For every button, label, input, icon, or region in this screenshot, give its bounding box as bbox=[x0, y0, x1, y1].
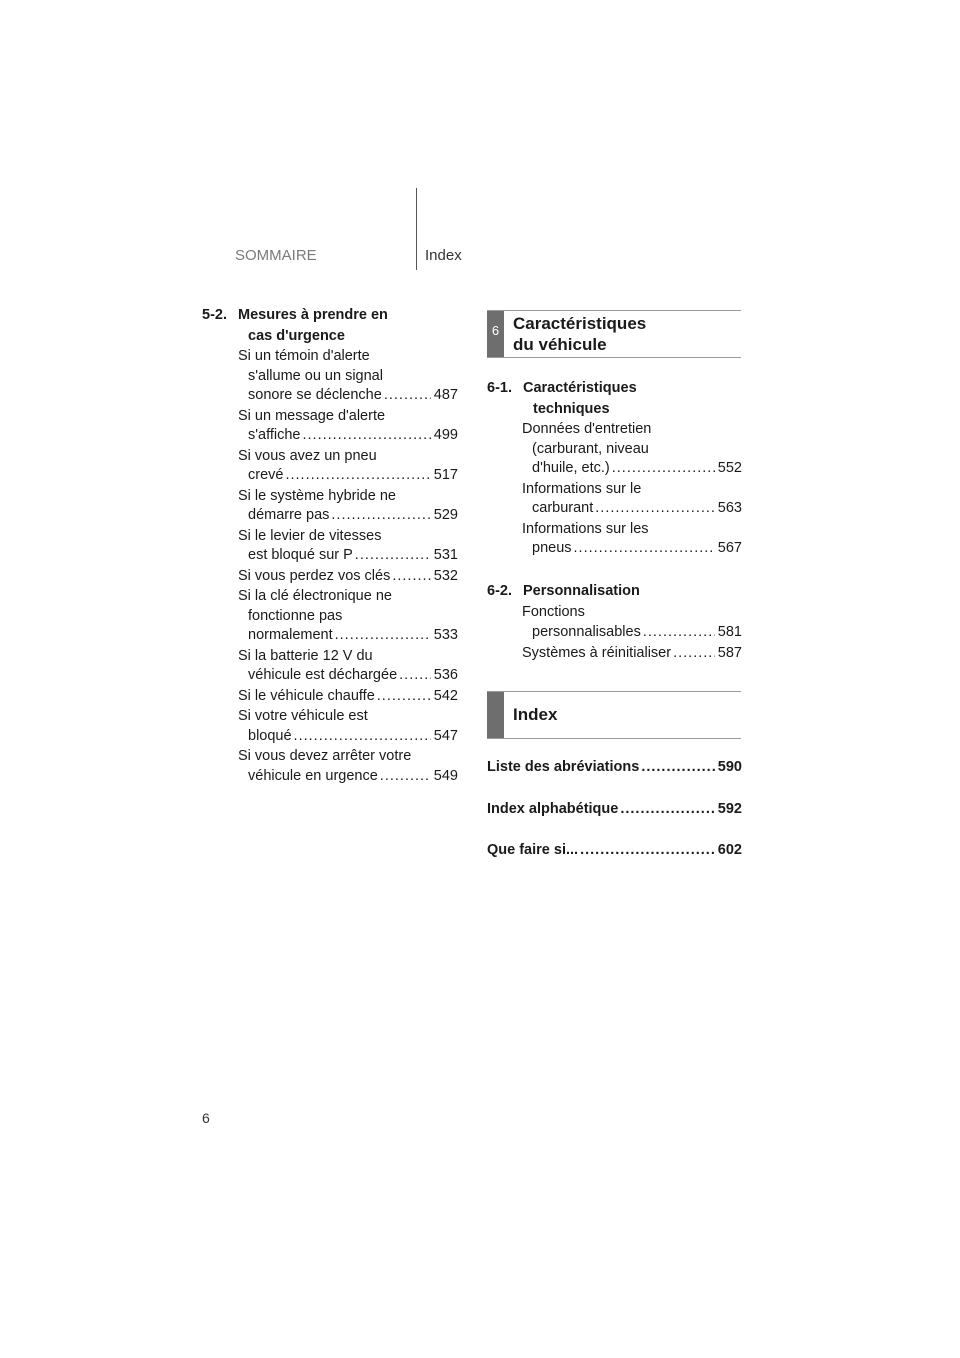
toc-entry[interactable] bbox=[238, 747, 458, 786]
toc-entry-text: Si le véhicule chauffe bbox=[238, 687, 375, 704]
dot-leader bbox=[392, 567, 430, 587]
section-title-line1: Caractéristiques bbox=[523, 380, 637, 396]
toc-page-number: 552 bbox=[717, 460, 742, 476]
toc-entry-text: Si la batterie 12 V du bbox=[238, 647, 373, 664]
section-heading-5-2 bbox=[202, 305, 462, 347]
toc-entry[interactable] bbox=[238, 707, 458, 746]
toc-page-number: 549 bbox=[433, 767, 458, 784]
toc-entry[interactable] bbox=[238, 407, 458, 446]
toc-entry-text: Si la clé électronique ne bbox=[238, 588, 392, 604]
toc-entry-text: Liste des abréviations bbox=[487, 759, 640, 775]
toc-entry-text: Si le système hybride ne bbox=[238, 487, 396, 504]
toc-entry-text: véhicule est déchargée bbox=[248, 667, 398, 683]
dot-leader bbox=[574, 539, 715, 559]
toc-entry-text: normalement bbox=[248, 627, 333, 643]
nav-index-link[interactable]: Index bbox=[425, 247, 462, 264]
dot-leader bbox=[377, 687, 431, 707]
section-heading-6-1 bbox=[487, 378, 747, 420]
toc-entry[interactable] bbox=[238, 567, 458, 587]
toc-entry-text: Si vous devez arrêter votre bbox=[238, 748, 412, 764]
toc-page-number: 536 bbox=[433, 667, 458, 683]
toc-entry-text: Si un témoin d'alerte bbox=[238, 348, 370, 364]
section-number: 6-2. bbox=[487, 583, 512, 599]
toc-entry[interactable] bbox=[238, 347, 458, 406]
toc-entry[interactable] bbox=[487, 758, 742, 778]
dot-leader bbox=[399, 666, 431, 686]
toc-entry-text: (carburant, niveau bbox=[532, 440, 649, 457]
toc-entry-text: bloqué bbox=[248, 727, 292, 744]
chapter-tab-number: 6 bbox=[491, 323, 500, 338]
toc-entry-text: Si vous avez un pneu bbox=[238, 447, 377, 464]
dot-leader bbox=[384, 386, 431, 406]
toc-entry-text: s'allume ou un signal bbox=[248, 367, 383, 384]
toc-entry-text: Fonctions bbox=[522, 604, 585, 620]
dot-leader bbox=[641, 758, 714, 778]
toc-page-number: 499 bbox=[433, 427, 458, 443]
section-title-line1: Mesures à prendre en bbox=[238, 307, 388, 323]
dot-leader bbox=[595, 499, 715, 519]
dot-leader bbox=[285, 466, 430, 486]
toc-entry-text: Informations sur les bbox=[522, 520, 649, 537]
toc-page-number: 547 bbox=[433, 727, 458, 744]
toc-entry[interactable] bbox=[238, 487, 458, 526]
toc-entry-text: Si votre véhicule est bbox=[238, 708, 368, 724]
toc-entry-text: crevé bbox=[248, 467, 284, 483]
section-title-line1: Personnalisation bbox=[523, 583, 640, 599]
toc-entry-text: Systèmes à réinitialiser bbox=[522, 645, 672, 661]
dot-leader bbox=[580, 841, 715, 861]
dot-leader bbox=[643, 623, 715, 643]
toc-page-number: 533 bbox=[433, 627, 458, 643]
toc-page-number: 567 bbox=[717, 540, 742, 556]
toc-page-number: 590 bbox=[717, 759, 742, 775]
chapter-title-line1: Caractéristiques bbox=[513, 314, 647, 333]
toc-page-number: 581 bbox=[717, 623, 742, 640]
dot-leader bbox=[620, 800, 714, 820]
toc-entry-text: Si le levier de vitesses bbox=[238, 527, 382, 544]
nav-sommaire-link[interactable]: SOMMAIRE bbox=[235, 247, 317, 264]
dot-leader bbox=[331, 506, 430, 526]
toc-entry-text: d'huile, etc.) bbox=[532, 460, 610, 476]
toc-page-number: 517 bbox=[433, 467, 458, 483]
section-number: 5-2. bbox=[202, 307, 227, 323]
toc-entry-text: fonctionne pas bbox=[248, 607, 343, 624]
toc-entry-text: est bloqué sur P bbox=[248, 547, 353, 563]
dot-leader bbox=[355, 546, 431, 566]
toc-entry-text: carburant bbox=[532, 500, 594, 516]
chapter-tab bbox=[487, 692, 504, 738]
toc-entry-text: Que faire si... bbox=[487, 842, 579, 858]
toc-entry[interactable] bbox=[487, 841, 742, 861]
dot-leader bbox=[294, 727, 431, 747]
toc-entry-text: démarre pas bbox=[248, 507, 330, 523]
toc-entry-text: sonore se déclenche bbox=[248, 387, 382, 403]
dot-leader bbox=[380, 767, 431, 787]
toc-page-number: 487 bbox=[433, 387, 458, 403]
toc-entry[interactable] bbox=[238, 647, 458, 686]
toc-page-number: 592 bbox=[717, 800, 742, 817]
toc-entry[interactable] bbox=[238, 687, 458, 707]
toc-entry-text: Si un message d'alerte bbox=[238, 407, 386, 424]
toc-entry[interactable] bbox=[522, 603, 742, 642]
toc-entry-text: Informations sur le bbox=[522, 480, 642, 497]
chapter-tab bbox=[487, 311, 504, 357]
section-heading-6-2 bbox=[487, 581, 747, 602]
toc-entry[interactable] bbox=[238, 527, 458, 566]
index-chapter-header[interactable] bbox=[487, 691, 741, 739]
index-chapter-title: Index bbox=[513, 705, 558, 724]
toc-entry[interactable] bbox=[522, 480, 742, 519]
page-number: 6 bbox=[202, 1110, 210, 1126]
dot-leader bbox=[335, 626, 431, 646]
toc-entry-text: s'affiche bbox=[248, 427, 301, 443]
chapter-title-line2: du véhicule bbox=[513, 335, 607, 354]
toc-entry[interactable] bbox=[238, 587, 458, 646]
toc-entry-text: personnalisables bbox=[532, 623, 641, 640]
toc-page-number: 587 bbox=[717, 645, 742, 661]
dot-leader bbox=[673, 644, 715, 664]
nav-divider bbox=[416, 188, 417, 270]
toc-entry[interactable] bbox=[487, 800, 742, 820]
toc-page-number: 563 bbox=[717, 500, 742, 516]
section-title-line2: techniques bbox=[533, 401, 610, 417]
dot-leader bbox=[612, 459, 715, 479]
toc-entry-text: Données d'entretien bbox=[522, 421, 652, 437]
toc-entry-text: Si vous perdez vos clés bbox=[238, 567, 391, 584]
toc-page-number: 602 bbox=[717, 842, 742, 858]
toc-page-number: 532 bbox=[433, 567, 458, 584]
toc-page-number: 531 bbox=[433, 547, 458, 563]
chapter-6-header[interactable] bbox=[487, 310, 741, 358]
toc-entry[interactable] bbox=[522, 644, 742, 664]
toc-entry[interactable] bbox=[522, 520, 742, 559]
toc-entry[interactable] bbox=[522, 420, 742, 479]
toc-entry-text: véhicule en urgence bbox=[248, 767, 378, 784]
toc-page-number: 529 bbox=[433, 507, 458, 523]
section-number: 6-1. bbox=[487, 380, 512, 396]
toc-entry-text: pneus bbox=[532, 540, 572, 556]
dot-leader bbox=[302, 426, 430, 446]
toc-page-number: 542 bbox=[433, 687, 458, 704]
section-title-line2: cas d'urgence bbox=[248, 328, 345, 344]
toc-entry-text: Index alphabétique bbox=[487, 800, 619, 817]
toc-entry[interactable] bbox=[238, 447, 458, 486]
